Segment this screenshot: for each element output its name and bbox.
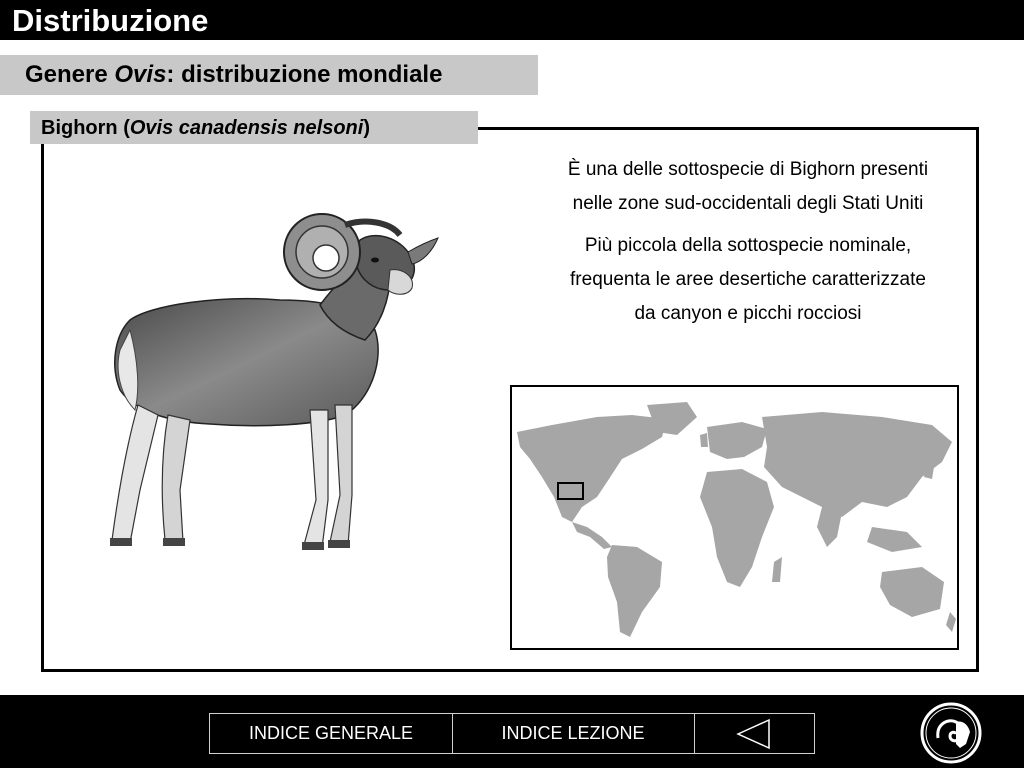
back-button[interactable] [694,714,814,753]
species-suffix: ) [363,117,370,139]
description-paragraph-1 [520,153,976,221]
bighorn-sheep-illustration [90,200,450,560]
description-line: Più piccola della sottospecie nominale, [584,235,912,256]
subtitle-prefix: Genere [25,61,115,88]
species-scientific-name: Ovis canadensis nelsoni [129,117,364,139]
ram-logo-icon[interactable] [920,702,982,764]
subtitle-text [25,61,442,89]
world-map-svg [512,387,957,648]
description-line: da canyon e picchi rocciosi [634,303,862,324]
title-bar [0,0,1024,40]
triangle-left-icon [694,714,814,753]
description-line: nelle zone sud-occidentali degli Stati Uniti [572,193,924,214]
page-title: Distribuzione [12,3,209,38]
species-prefix: Bighorn ( [41,117,130,139]
world-distribution-map [510,385,959,650]
navigation-bar [209,713,815,754]
index-general-button[interactable]: INDICE GENERALE [210,714,453,753]
species-tab [30,111,478,144]
description-paragraph-2 [520,229,976,331]
subtitle-suffix: : distribuzione mondiale [166,61,443,88]
description-line: È una delle sottospecie di Bighorn presenti [567,159,929,180]
subtitle-genus: Ovis [114,61,167,88]
index-lesson-button[interactable]: INDICE LEZIONE [452,714,695,753]
section-subtitle [0,55,538,95]
description-line: frequenta le aree desertiche caratterizzate [570,269,926,290]
species-label [41,116,370,140]
